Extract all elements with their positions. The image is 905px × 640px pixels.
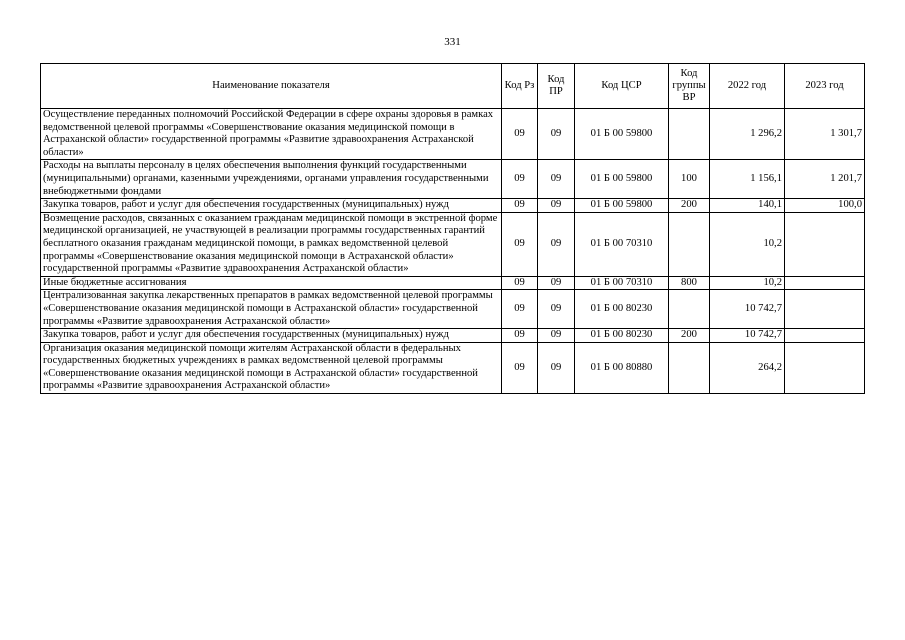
- table-row: [41, 160, 865, 199]
- row-rz: 09: [502, 342, 538, 393]
- row-vr: 200: [669, 329, 710, 343]
- header-csr: Код ЦСР: [575, 64, 669, 109]
- budget-table: [40, 63, 865, 394]
- header-vr: Код группы ВР: [669, 64, 710, 109]
- table-row: [41, 212, 865, 276]
- row-pr: 09: [538, 276, 575, 290]
- row-pr: 09: [538, 342, 575, 393]
- row-2023: 1 301,7: [785, 109, 865, 160]
- row-csr: 01 Б 00 59800: [575, 160, 669, 199]
- row-csr: 01 Б 00 80230: [575, 290, 669, 329]
- row-csr: 01 Б 00 59800: [575, 109, 669, 160]
- row-2023: [785, 276, 865, 290]
- row-2022: 10,2: [710, 212, 785, 276]
- row-pr: 09: [538, 109, 575, 160]
- row-csr: 01 Б 00 59800: [575, 199, 669, 213]
- row-pr: 09: [538, 160, 575, 199]
- header-2023: 2023 год: [785, 64, 865, 109]
- header-name: Наименование показателя: [41, 64, 502, 109]
- row-rz: 09: [502, 276, 538, 290]
- table-row: [41, 329, 865, 343]
- table-row: [41, 342, 865, 393]
- row-pr: 09: [538, 329, 575, 343]
- header-pr: Код ПР: [538, 64, 575, 109]
- row-rz: 09: [502, 290, 538, 329]
- row-vr: [669, 109, 710, 160]
- table-row: [41, 290, 865, 329]
- table-row: [41, 109, 865, 160]
- row-name: Возмещение расходов, связанных с оказанием гражданам медицинской помощи в экстренной форме медицинской организацией, не участвующей в реализации программы государственных гарантий бесплатного оказания гражданам медицинской помощи, в рамках ведомственной целевой программы «Совершенствование оказания медицинской помощи в Астраханской области» государственной программы «Развитие здравоохранения Астраханской области»: [41, 212, 502, 276]
- row-2023: 1 201,7: [785, 160, 865, 199]
- row-csr: 01 Б 00 70310: [575, 212, 669, 276]
- table-row: [41, 199, 865, 213]
- row-name: Закупка товаров, работ и услуг для обеспечения государственных (муниципальных) нужд: [41, 199, 502, 213]
- row-2022: 1 296,2: [710, 109, 785, 160]
- row-pr: 09: [538, 290, 575, 329]
- row-vr: 800: [669, 276, 710, 290]
- row-pr: 09: [538, 212, 575, 276]
- row-vr: [669, 342, 710, 393]
- row-csr: 01 Б 00 70310: [575, 276, 669, 290]
- table-header-row: [41, 64, 865, 109]
- header-2022: 2022 год: [710, 64, 785, 109]
- row-name: Закупка товаров, работ и услуг для обеспечения государственных (муниципальных) нужд: [41, 329, 502, 343]
- row-vr: 200: [669, 199, 710, 213]
- row-2023: [785, 212, 865, 276]
- row-pr: 09: [538, 199, 575, 213]
- row-csr: 01 Б 00 80230: [575, 329, 669, 343]
- row-vr: [669, 290, 710, 329]
- page-number: 331: [444, 36, 461, 48]
- row-name: Централизованная закупка лекарственных препаратов в рамках ведомственной целевой программы «Совершенствование оказания медицинской помощи в Астраханской области» государственной программы «Развитие здравоохранения Астраханской области»: [41, 290, 502, 329]
- header-rz: Код Рз: [502, 64, 538, 109]
- row-2022: 264,2: [710, 342, 785, 393]
- table-row: [41, 276, 865, 290]
- row-name: Организация оказания медицинской помощи жителям Астраханской области в федеральных государственных бюджетных учреждениях в рамках ведомственной целевой программы «Совершенствование оказания медицинской помощи в Астраханской области» государственной программы «Развитие здравоохранения Астраханской области»: [41, 342, 502, 393]
- row-rz: 09: [502, 199, 538, 213]
- row-name: Иные бюджетные ассигнования: [41, 276, 502, 290]
- row-2023: [785, 290, 865, 329]
- row-rz: 09: [502, 329, 538, 343]
- row-2023: 100,0: [785, 199, 865, 213]
- row-vr: [669, 212, 710, 276]
- row-rz: 09: [502, 109, 538, 160]
- row-name: Расходы на выплаты персоналу в целях обеспечения выполнения функций государственными (муниципальными) органами, казенными учреждениями, органами управления государственными внебюджетными фондами: [41, 160, 502, 199]
- row-2022: 10 742,7: [710, 290, 785, 329]
- row-name: Осуществление переданных полномочий Российской Федерации в сфере охраны здоровья в рамках ведомственной целевой программы «Совершенствование оказания медицинской помощи в Астраханской области» государственной программы «Развитие здравоохранения Астраханской области»: [41, 109, 502, 160]
- row-rz: 09: [502, 212, 538, 276]
- row-2023: [785, 329, 865, 343]
- row-2022: 10,2: [710, 276, 785, 290]
- row-csr: 01 Б 00 80880: [575, 342, 669, 393]
- row-2022: 140,1: [710, 199, 785, 213]
- row-2022: 1 156,1: [710, 160, 785, 199]
- row-2022: 10 742,7: [710, 329, 785, 343]
- row-vr: 100: [669, 160, 710, 199]
- row-2023: [785, 342, 865, 393]
- row-rz: 09: [502, 160, 538, 199]
